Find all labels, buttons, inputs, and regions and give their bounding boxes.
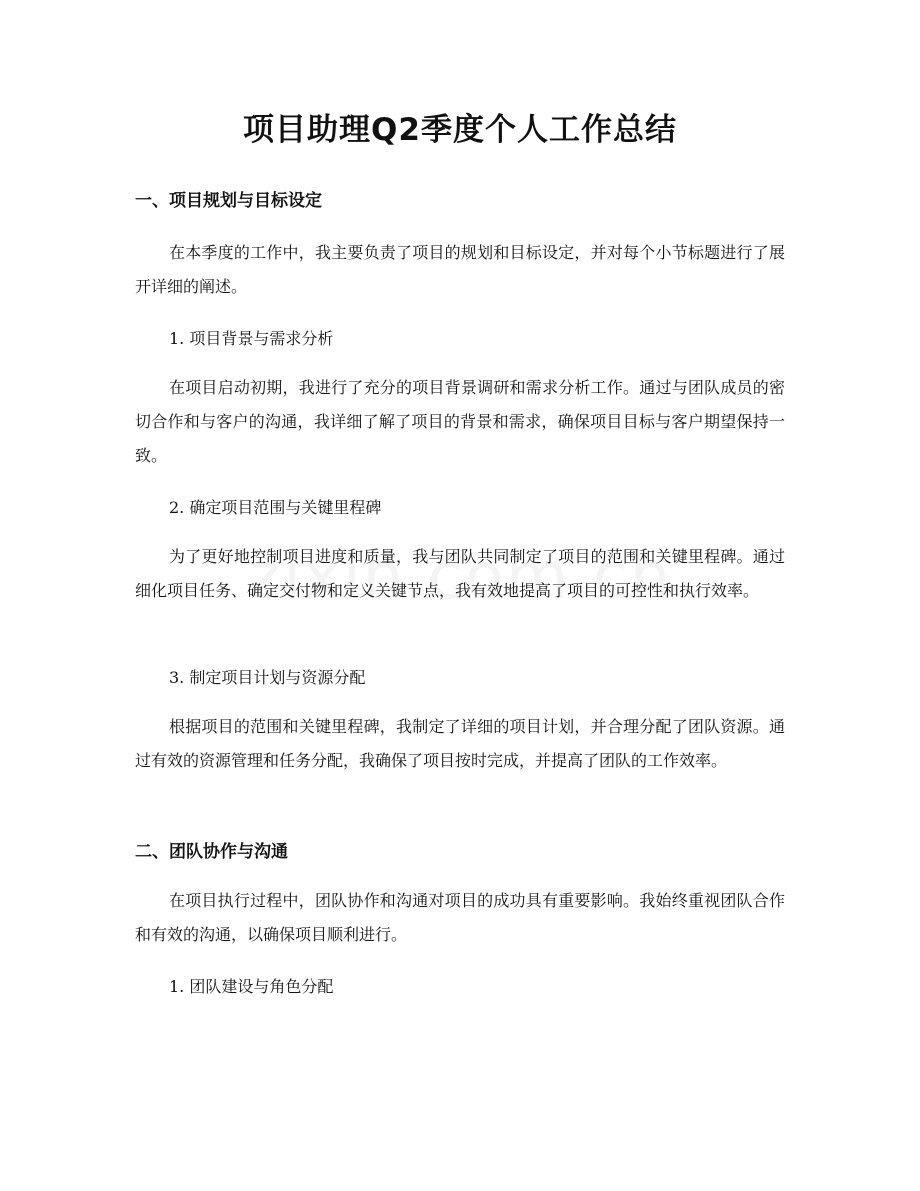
document-title: 项目助理Q2季度个人工作总结 (243, 112, 677, 148)
paragraph-plan-resources: 根据项目的范围和关键里程碑，我制定了详细的项目计划，并合理分配了团队资源。通过有效的资源管理和任务分配，我确保了项目按时完成，并提高了团队的工作效率。 (135, 717, 785, 770)
subheading-scope-milestones: 2. 确定项目范围与关键里程碑 (169, 498, 382, 517)
section-heading-teamwork: 二、团队协作与沟通 (135, 842, 288, 862)
subheading-plan-resources: 3. 制定项目计划与资源分配 (169, 668, 366, 687)
subheading-team-building: 1. 团队建设与角色分配 (169, 977, 334, 996)
section-intro-planning: 在本季度的工作中，我主要负责了项目的规划和目标设定，并对每个小节标题进行了展开详细的阐述。 (135, 243, 785, 296)
section-heading-planning: 一、项目规划与目标设定 (135, 191, 322, 211)
subheading-background-analysis: 1. 项目背景与需求分析 (169, 329, 334, 348)
paragraph-scope-milestones: 为了更好地控制项目进度和质量，我与团队共同制定了项目的范围和关键里程碑。通过细化项目任务、确定交付物和定义关键节点，我有效地提高了项目的可控性和执行效率。 (135, 547, 785, 600)
paragraph-background-analysis: 在项目启动初期，我进行了充分的项目背景调研和需求分析工作。通过与团队成员的密切合作和与客户的沟通，我详细了解了项目的背景和需求，确保项目目标与客户期望保持一致。 (135, 378, 785, 465)
section-intro-teamwork: 在项目执行过程中，团队协作和沟通对项目的成功具有重要影响。我始终重视团队合作和有效的沟通，以确保项目顺利进行。 (135, 891, 785, 944)
